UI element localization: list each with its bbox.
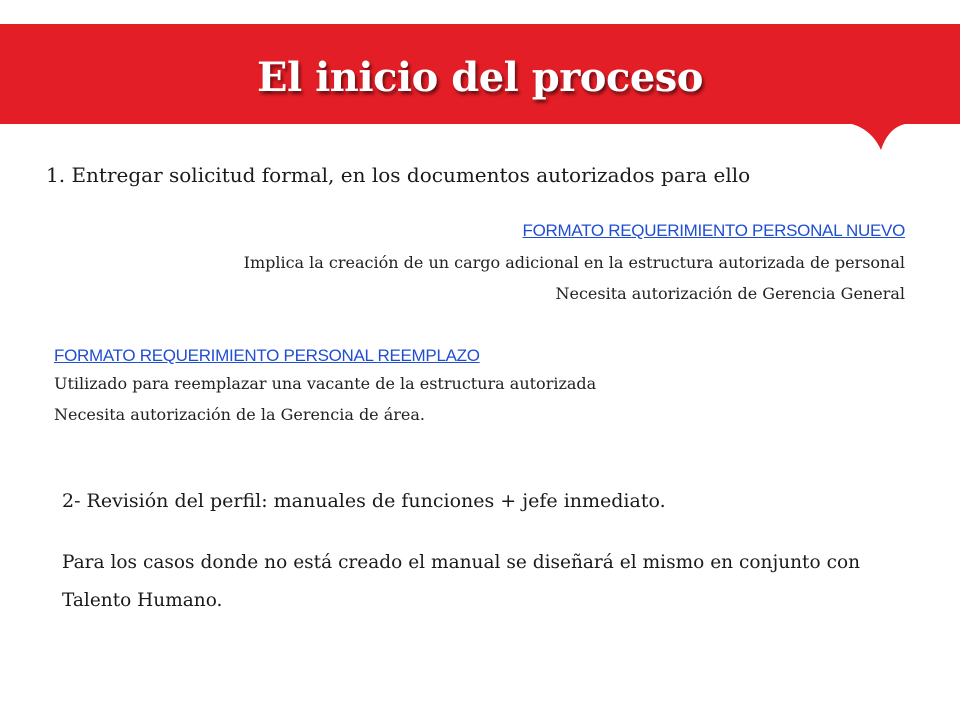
format-reemplazo-line-2: Necesita autorización de la Gerencia de área. (54, 405, 426, 424)
title-banner (0, 0, 960, 150)
format-reemplazo-line-1: Utilizado para reemplazar una vacante de la estructura autorizada (54, 374, 597, 393)
step-1-text: 1. Entregar solicitud formal, en los documentos autorizados para ello (46, 163, 751, 187)
format-reemplazo-block (54, 344, 814, 430)
format-nuevo-line-1: Implica la creación de un cargo adicional en la estructura autorizada de personal (243, 253, 905, 272)
step-2-paragraph: Para los casos donde no está creado el manual se diseñará el mismo en conjunto con Talento Humano. (62, 552, 860, 611)
step-2-text: 2- Revisión del perfil: manuales de funciones + jefe inmediato. (62, 490, 666, 512)
page-title: El inicio del proceso (256, 54, 703, 101)
format-reemplazo-link[interactable]: FORMATO REQUERIMIENTO PERSONAL REEMPLAZO (54, 346, 480, 365)
format-nuevo-link[interactable]: FORMATO REQUERIMIENTO PERSONAL NUEVO (522, 221, 905, 240)
format-nuevo-line-2: Necesita autorización de Gerencia General (555, 284, 905, 303)
format-nuevo-block (145, 219, 905, 309)
